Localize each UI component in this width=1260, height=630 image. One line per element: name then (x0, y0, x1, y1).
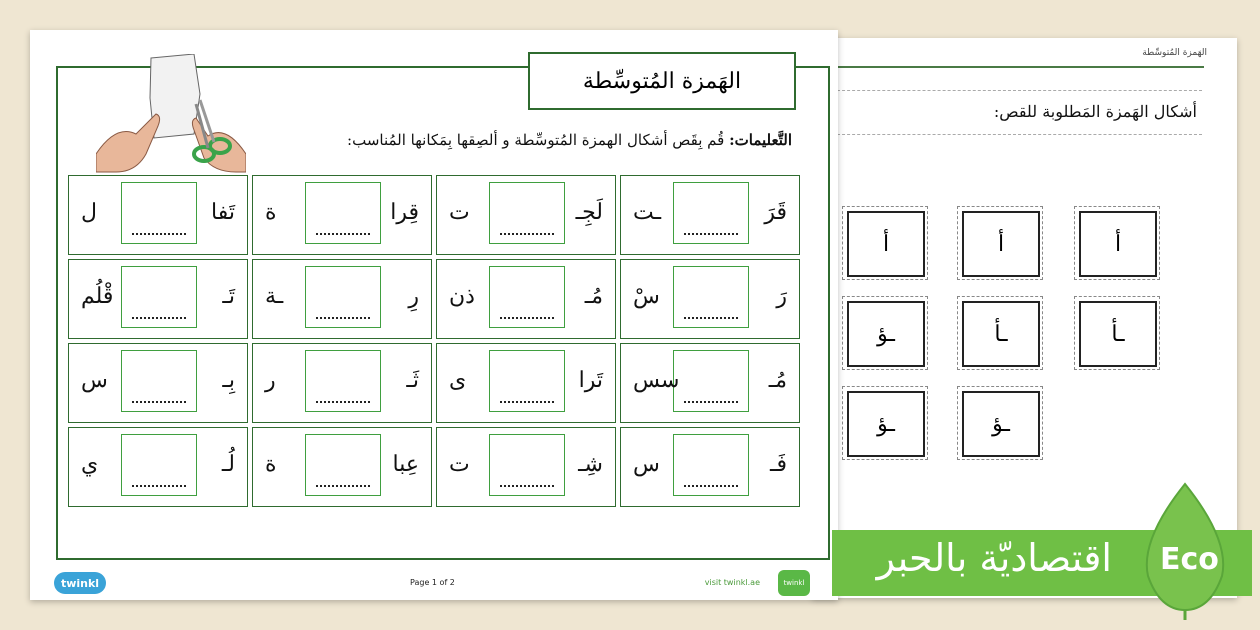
eco-label: Eco (1160, 542, 1219, 577)
paste-slot[interactable] (121, 266, 197, 328)
paste-slot[interactable] (305, 350, 381, 412)
paste-slot[interactable] (121, 182, 197, 244)
paste-slot[interactable] (121, 434, 197, 496)
word-cell: رَ سْ (620, 259, 800, 339)
page-number: Page 1 of 2 (410, 578, 455, 587)
word-cell: لُـ ي (68, 427, 248, 507)
word-cell: شِـ ت (436, 427, 616, 507)
paste-slot[interactable] (673, 434, 749, 496)
cutout-card[interactable]: أ (842, 206, 928, 280)
divider (832, 134, 1202, 135)
word-cell: تَرا ى (436, 343, 616, 423)
instructions-text: قُم بِقَص أشكال الهمزة المُتوسِّطة و ألصِقها بِمَكانها المُناسب: (347, 131, 725, 149)
instructions-label: التَّعليمات: (729, 131, 792, 149)
page-footer (30, 568, 838, 598)
word-cell: رِ ـة (252, 259, 432, 339)
paste-slot[interactable] (489, 434, 565, 496)
cutouts-title: أشكال الهَمزة المَطلوبة للقص: (993, 102, 1197, 121)
word-cell: قَرَ ـت (620, 175, 800, 255)
word-cell: مُـ ذن (436, 259, 616, 339)
word-cell: بِـ س (68, 343, 248, 423)
cutout-card[interactable]: ـأ (1074, 296, 1160, 370)
page-title: الهَمزة المُتوسِّطة (528, 52, 796, 110)
paste-slot[interactable] (673, 350, 749, 412)
word-grid (66, 175, 800, 507)
instructions (347, 131, 792, 149)
twinkl-logo: twinkl (54, 572, 106, 594)
paste-slot[interactable] (673, 182, 749, 244)
paste-slot[interactable] (489, 182, 565, 244)
paste-slot[interactable] (305, 266, 381, 328)
divider (832, 90, 1202, 91)
word-cell: لَجِـ ت (436, 175, 616, 255)
word-cell: ثَـ ر (252, 343, 432, 423)
paste-slot[interactable] (489, 350, 565, 412)
paste-slot[interactable] (489, 266, 565, 328)
word-cell: عِبا ة (252, 427, 432, 507)
word-cell: تَـ قْلُم (68, 259, 248, 339)
paste-slot[interactable] (305, 182, 381, 244)
cutout-card[interactable]: ـؤ (957, 386, 1043, 460)
page-header: الهَمزة المُتوسِّطة (1142, 48, 1207, 58)
word-cell: مُـ سس (620, 343, 800, 423)
twinkl-badge: twinkl (778, 570, 810, 596)
word-cell: فَـ س (620, 427, 800, 507)
word-cell: قِرا ة (252, 175, 432, 255)
cutout-card[interactable]: ـؤ (842, 296, 928, 370)
word-cell: تَفا ل (68, 175, 248, 255)
scissors-cutting-paper-icon (96, 54, 246, 174)
cutout-card[interactable]: ـأ (957, 296, 1043, 370)
cutout-card[interactable]: ـؤ (842, 386, 928, 460)
paste-slot[interactable] (305, 434, 381, 496)
paste-slot[interactable] (121, 350, 197, 412)
paste-slot[interactable] (673, 266, 749, 328)
cutout-card[interactable]: أ (1074, 206, 1160, 280)
visit-link[interactable]: visit twinkl.ae (704, 578, 760, 587)
cutout-card[interactable]: أ (957, 206, 1043, 280)
worksheet-page-1 (30, 30, 838, 600)
eco-banner-text: اقتصاديّة بالحبر (876, 536, 1112, 580)
